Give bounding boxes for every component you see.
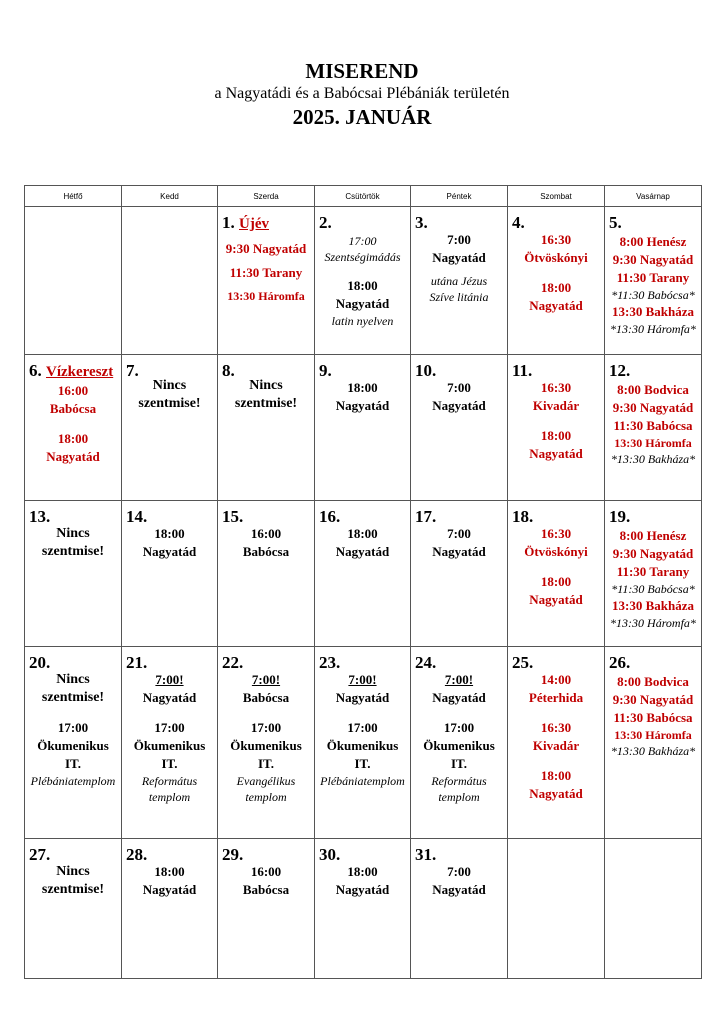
mass-time: 18:00 [347, 864, 378, 879]
day-cell-22 [218, 647, 315, 839]
mass-place: Nagyatád [142, 690, 197, 705]
weekday-tuesday: Kedd [122, 186, 218, 207]
event-name: IT. [257, 756, 274, 771]
mass-place: Nagyatád [432, 882, 486, 897]
event-place: Református [431, 774, 487, 788]
mass-time: 18:00 [540, 574, 572, 589]
mass-time: 18:00 [540, 280, 572, 295]
mass-place: Nagyatád [46, 449, 100, 464]
day-number: 17. [415, 507, 437, 526]
mass-place: Ötvöskónyi [524, 250, 588, 265]
day-cell-31 [411, 839, 508, 979]
event-time: 17:00 [154, 720, 185, 735]
day-cell-empty [508, 839, 605, 979]
event-name: Ökumenikus [37, 738, 109, 753]
day-cell-empty [122, 207, 218, 355]
mass-time: 14:00 [540, 672, 572, 687]
no-mass-text: szentmise! [41, 690, 105, 705]
mass-time: 16:00 [250, 526, 282, 541]
mass-place: Kivadár [532, 398, 580, 413]
mass-note: *11:30 Babócsa* [611, 288, 695, 302]
mass-time: 7:00 [447, 380, 471, 395]
day-cell-7 [122, 355, 218, 501]
event-place: templom [148, 790, 191, 804]
day-cell-27 [25, 839, 122, 979]
mass-place: Babócsa [242, 544, 290, 559]
mass-time: 7:00! [155, 672, 184, 687]
mass-entry: 9:30 Nagyatád [612, 252, 694, 267]
mass-entry: 13:30 Bakháza [612, 304, 694, 319]
event-time: 17:00 [57, 720, 89, 735]
mass-time: 16:30 [540, 720, 572, 735]
mass-entry: 11:30 Babócsa [613, 418, 693, 433]
mass-place: Nagyatád [529, 592, 583, 607]
mass-place: Nagyatád [432, 250, 486, 265]
mass-note: *13:30 Bakháza* [610, 744, 696, 758]
mass-time: 7:00 [447, 232, 471, 247]
event-name: Ökumenikus [326, 738, 399, 753]
day-cell-12 [605, 355, 702, 501]
mass-time: 7:00! [251, 672, 281, 687]
mass-place: Nagyatád [142, 544, 197, 559]
day-cell-9 [315, 355, 411, 501]
event-place: Evangélikus [236, 774, 296, 788]
holiday-label: Vízkereszt [46, 364, 114, 380]
event-name: Ökumenikus [133, 738, 206, 753]
day-cell-13 [25, 501, 122, 647]
day-cell-18 [508, 501, 605, 647]
mass-entry: 9:30 Nagyatád [612, 692, 694, 707]
week-row-1 [25, 207, 702, 355]
day-cell-21 [122, 647, 218, 839]
mass-time: 18:00 [154, 864, 185, 879]
mass-entry: 11:30 Babócsa [613, 710, 693, 725]
mass-entry: 8:00 Bodvica [617, 382, 689, 397]
mass-entry: 9:30 Nagyatád [612, 546, 694, 561]
day-number: 25. [512, 653, 534, 672]
mass-note: utána Jézus [430, 274, 488, 288]
mass-place: Péterhida [528, 690, 584, 705]
mass-note: Szíve litánia [429, 290, 489, 304]
mass-place: Nagyatád [529, 298, 583, 313]
mass-entry: 13:30 Háromfa [614, 728, 692, 742]
day-cell-26 [605, 647, 702, 839]
day-cell-15 [218, 501, 315, 647]
day-number: 20. [29, 653, 51, 672]
mass-place: Ötvöskónyi [524, 544, 588, 559]
mass-entry: 9:30 Nagyatád [225, 241, 307, 256]
mass-time: 16:00 [57, 383, 89, 398]
week-row-4 [25, 647, 702, 839]
day-cell-2 [315, 207, 411, 355]
mass-place: Babócsa [242, 882, 290, 897]
mass-place: Kivadár [532, 738, 580, 753]
weekday-thursday: Csütörtök [315, 186, 411, 207]
mass-entry: 8:00 Henész [619, 234, 687, 249]
mass-place: Babócsa [49, 401, 97, 416]
day-cell-empty [25, 207, 122, 355]
mass-place: Nagyatád [432, 398, 486, 413]
event-name: IT. [450, 756, 467, 771]
day-number: 15. [222, 507, 244, 526]
day-number: 13. [29, 507, 51, 526]
no-mass-text: Nincs [56, 526, 90, 541]
day-cell-28 [122, 839, 218, 979]
day-cell-6 [25, 355, 122, 501]
day-number: 5. [609, 213, 622, 232]
mass-entry: 13:30 Bakháza [612, 598, 694, 613]
mass-time: 18:00 [154, 526, 185, 541]
calendar-table [24, 185, 702, 979]
no-mass-text: szentmise! [138, 396, 201, 411]
mass-time: 7:00 [447, 526, 471, 541]
mass-entry: 13:30 Háromfa [614, 436, 692, 450]
event-name: Szentségimádás [324, 250, 401, 264]
mass-place: Nagyatád [529, 786, 583, 801]
day-number: 2. [319, 213, 332, 232]
day-number: 22. [222, 653, 244, 672]
day-cell-16 [315, 501, 411, 647]
weekday-friday: Péntek [411, 186, 508, 207]
mass-time: 18:00 [57, 431, 89, 446]
day-cell-empty [605, 839, 702, 979]
day-cell-11 [508, 355, 605, 501]
mass-time: 16:30 [540, 380, 572, 395]
day-number: 18. [512, 507, 534, 526]
mass-time: 16:30 [540, 232, 572, 247]
day-cell-30 [315, 839, 411, 979]
no-mass-text: szentmise! [234, 396, 298, 411]
month-title: 2025. JANUÁR [292, 105, 432, 129]
mass-note: *13:30 Bakháza* [610, 452, 696, 466]
holiday-label: Újév [239, 216, 269, 232]
mass-time: 18:00 [347, 526, 378, 541]
mass-entry: 11:30 Tarany [616, 564, 690, 579]
day-number: 24. [415, 653, 437, 672]
mass-entry: 9:30 Nagyatád [612, 400, 694, 415]
mass-time: 18:00 [540, 768, 572, 783]
event-name: Ökumenikus [230, 738, 302, 753]
day-number: 28. [126, 845, 148, 864]
mass-place: Nagyatád [335, 690, 390, 705]
event-time: 17:00 [250, 720, 282, 735]
mass-place: Nagyatád [142, 882, 197, 897]
day-number: 23. [319, 653, 341, 672]
weekday-monday: Hétfő [25, 186, 122, 207]
day-number: 6. [29, 361, 42, 380]
day-number: 16. [319, 507, 341, 526]
day-number: 21. [126, 653, 148, 672]
no-mass-text: szentmise! [41, 882, 105, 897]
mass-entry: 11:30 Tarany [229, 265, 303, 280]
day-cell-8 [218, 355, 315, 501]
mass-time: 7:00! [444, 672, 474, 687]
mass-entry: 8:00 Bodvica [617, 674, 689, 689]
week-row-3 [25, 501, 702, 647]
mass-time: 18:00 [347, 278, 378, 293]
day-number: 1. [222, 213, 235, 232]
mass-note: *11:30 Babócsa* [611, 582, 695, 596]
day-number: 9. [319, 361, 332, 380]
mass-note: latin nyelven [331, 314, 394, 328]
mass-place: Nagyatád [335, 398, 390, 413]
day-number: 4. [512, 213, 525, 232]
mass-place: Nagyatád [335, 544, 390, 559]
mass-entry: 11:30 Tarany [616, 270, 690, 285]
day-cell-23 [315, 647, 411, 839]
mass-place: Nagyatád [432, 544, 486, 559]
no-mass-text: Nincs [56, 672, 90, 687]
mass-place: Nagyatád [529, 446, 583, 461]
day-cell-24 [411, 647, 508, 839]
mass-time: 7:00! [348, 672, 377, 687]
day-number: 19. [609, 507, 631, 526]
mass-place: Nagyatád [335, 882, 390, 897]
day-number: 12. [609, 361, 631, 380]
mass-note: *13:30 Háromfa* [610, 616, 696, 630]
day-cell-5 [605, 207, 702, 355]
mass-entry: 13:30 Háromfa [227, 289, 305, 303]
event-place: Református [141, 774, 198, 788]
day-number: 10. [415, 361, 437, 380]
weekday-wednesday: Szerda [218, 186, 315, 207]
day-cell-4 [508, 207, 605, 355]
event-time: 17:00 [348, 234, 377, 248]
event-time: 17:00 [443, 720, 475, 735]
event-name: IT. [64, 756, 81, 771]
weekday-header-row [25, 186, 702, 207]
day-cell-20 [25, 647, 122, 839]
day-number: 14. [126, 507, 148, 526]
day-number: 11. [512, 361, 533, 380]
day-cell-19 [605, 501, 702, 647]
mass-place: Nagyatád [335, 296, 390, 311]
no-mass-text: szentmise! [41, 544, 105, 559]
day-cell-10 [411, 355, 508, 501]
event-name: Ökumenikus [423, 738, 495, 753]
mass-place: Babócsa [242, 690, 290, 705]
day-number: 27. [29, 845, 51, 864]
mass-note: *13:30 Háromfa* [610, 322, 696, 336]
event-place: templom [438, 790, 480, 804]
no-mass-text: Nincs [152, 378, 187, 393]
event-time: 17:00 [347, 720, 378, 735]
day-number: 31. [415, 845, 437, 864]
event-place: Plébániatemplom [30, 774, 116, 788]
day-number: 30. [319, 845, 341, 864]
mass-place: Nagyatád [432, 690, 486, 705]
day-cell-25 [508, 647, 605, 839]
day-number: 8. [222, 361, 235, 380]
event-name: IT. [161, 756, 178, 771]
weekday-saturday: Szombat [508, 186, 605, 207]
day-number: 26. [609, 653, 631, 672]
page-title: MISEREND [305, 59, 419, 83]
day-cell-14 [122, 501, 218, 647]
mass-entry: 8:00 Henész [619, 528, 687, 543]
event-name: IT. [354, 756, 371, 771]
mass-time: 16:00 [250, 864, 282, 879]
day-cell-17 [411, 501, 508, 647]
page-subtitle: a Nagyatádi és a Babócsai Plébániák területén [214, 85, 510, 102]
day-cell-1 [218, 207, 315, 355]
day-number: 3. [415, 213, 428, 232]
mass-time: 16:30 [540, 526, 572, 541]
day-number: 7. [126, 361, 139, 380]
no-mass-text: Nincs [249, 378, 283, 393]
weekday-sunday: Vasárnap [605, 186, 702, 207]
event-place: Plébániatemplom [320, 774, 405, 788]
week-row-5 [25, 839, 702, 979]
day-cell-3 [411, 207, 508, 355]
no-mass-text: Nincs [56, 864, 90, 879]
mass-time: 18:00 [347, 380, 378, 395]
page-header [0, 58, 724, 130]
day-cell-29 [218, 839, 315, 979]
mass-time: 18:00 [540, 428, 572, 443]
week-row-2 [25, 355, 702, 501]
event-place: templom [245, 790, 287, 804]
day-number: 29. [222, 845, 244, 864]
mass-time: 7:00 [447, 864, 471, 879]
